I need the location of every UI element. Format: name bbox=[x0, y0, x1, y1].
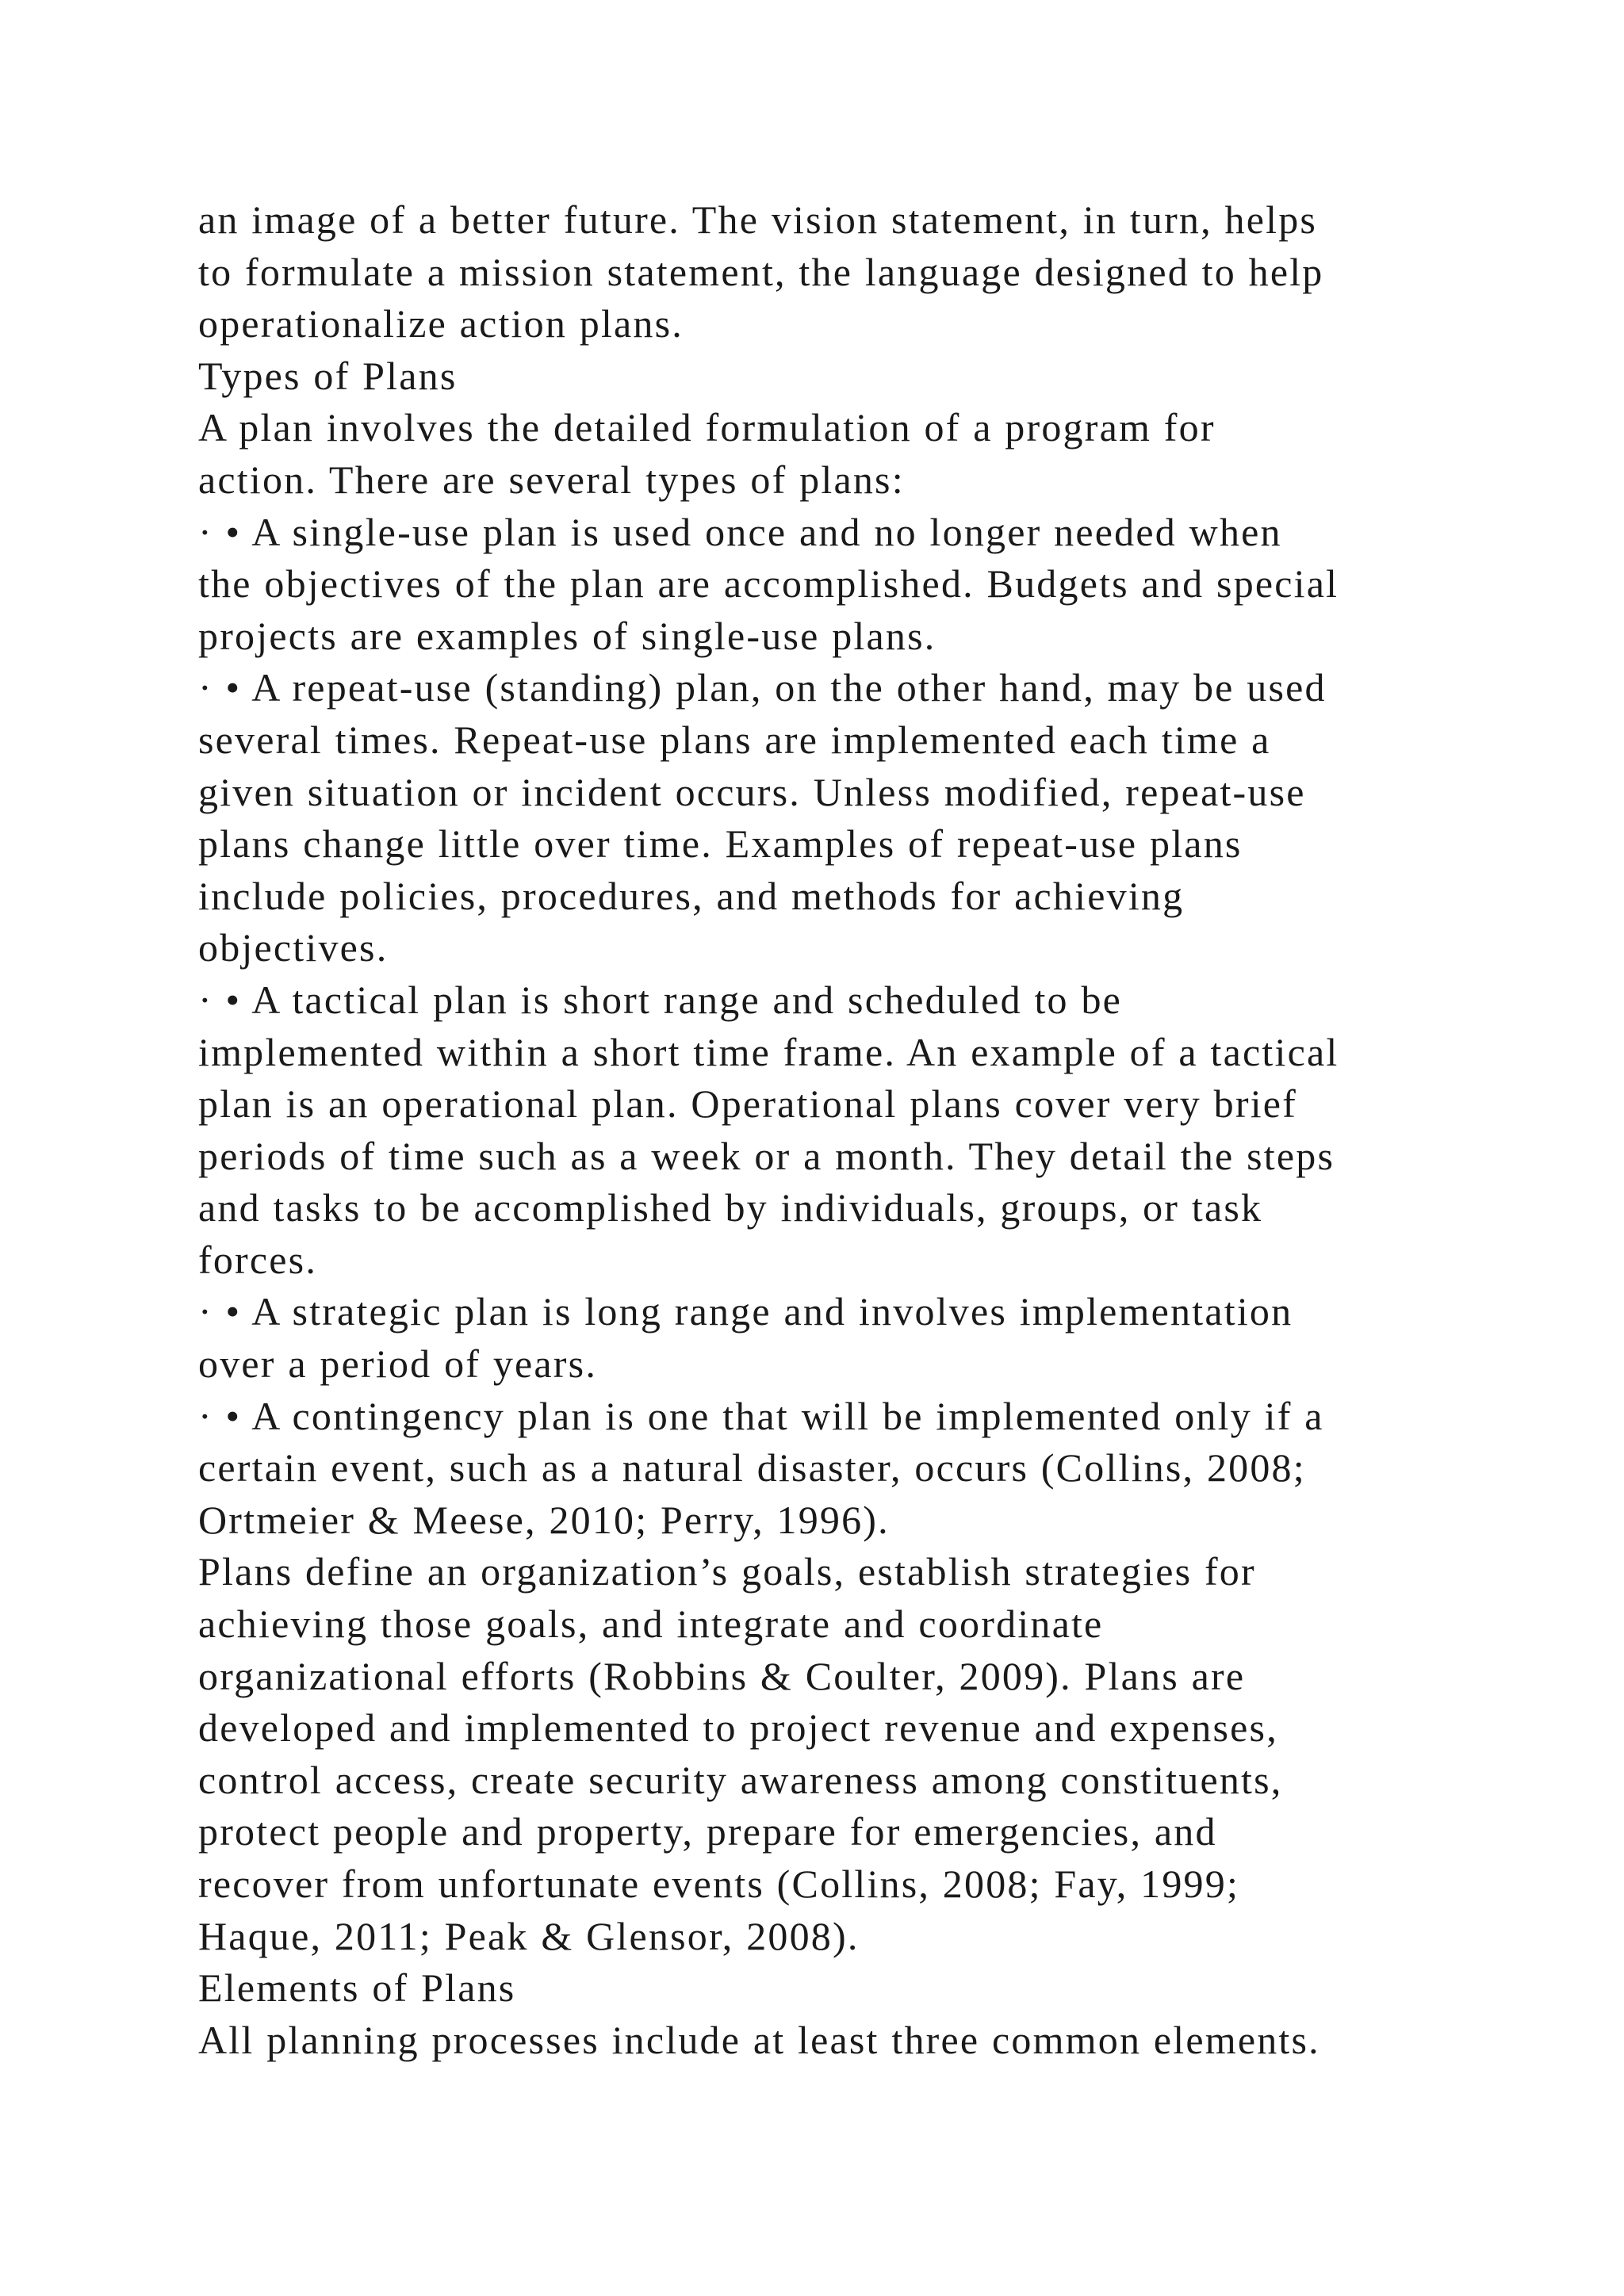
bullet-item-strategic-plan: · • A strategic plan is long range and involves implementation bbox=[198, 1289, 1293, 1334]
text-line: forces. bbox=[198, 1237, 318, 1282]
text-line: implemented within a short time frame. An example of a tactical bbox=[198, 1029, 1339, 1074]
text-line: Plans define an organization’s goals, establish strategies for bbox=[198, 1549, 1256, 1594]
text-line: action. There are several types of plans: bbox=[198, 457, 905, 502]
text-line: periods of time such as a week or a month. They detail the steps bbox=[198, 1133, 1335, 1178]
bullet-item-contingency-plan: · • A contingency plan is one that will be implemented only if a bbox=[198, 1393, 1324, 1438]
text-line: plans change little over time. Examples of repeat-use plans bbox=[198, 821, 1243, 867]
text-line: organizational efforts (Robbins & Coulter, 2009). Plans are bbox=[198, 1653, 1246, 1698]
section-heading-types-of-plans: Types of Plans bbox=[198, 353, 458, 398]
text-line: plan is an operational plan. Operational plans cover very brief bbox=[198, 1081, 1298, 1127]
bullet-item-single-use-plan: · • A single-use plan is used once and no longer needed when bbox=[198, 509, 1282, 554]
text-line: and tasks to be accomplished by individuals, groups, or task bbox=[198, 1185, 1263, 1230]
text-line: Haque, 2011; Peak & Glensor, 2008). bbox=[198, 1913, 860, 1958]
text-line: over a period of years. bbox=[198, 1341, 598, 1387]
text-line: given situation or incident occurs. Unless modified, repeat-use bbox=[198, 769, 1306, 814]
text-line: protect people and property, prepare for emergencies, and bbox=[198, 1809, 1217, 1854]
text-line: A plan involves the detailed formulation of a program for bbox=[198, 405, 1216, 450]
text-line: the objectives of the plan are accomplished. Budgets and special bbox=[198, 561, 1339, 607]
bullet-item-repeat-use-plan: · • A repeat-use (standing) plan, on the other hand, may be used bbox=[198, 665, 1327, 710]
text-line: certain event, such as a natural disaster, occurs (Collins, 2008; bbox=[198, 1445, 1306, 1490]
text-line: to formulate a mission statement, the language designed to help bbox=[198, 249, 1324, 294]
text-line: recover from unfortunate events (Collins, 2008; Fay, 1999; bbox=[198, 1862, 1240, 1906]
text-line: include policies, procedures, and methods for achieving bbox=[198, 873, 1185, 918]
bullet-item-tactical-plan: · • A tactical plan is short range and scheduled to be bbox=[198, 977, 1123, 1022]
text-line: an image of a better future. The vision statement, in turn, helps bbox=[198, 197, 1318, 242]
text-line: several times. Repeat-use plans are implemented each time a bbox=[198, 717, 1271, 762]
text-line: Ortmeier & Meese, 2010; Perry, 1996). bbox=[198, 1497, 890, 1542]
text-line: All planning processes include at least three common elements. bbox=[198, 2017, 1320, 2062]
text-line: objectives. bbox=[198, 925, 389, 970]
section-heading-elements-of-plans: Elements of Plans bbox=[198, 1965, 516, 2011]
text-line: projects are examples of single-use plans. bbox=[198, 613, 936, 658]
text-line: operationalize action plans. bbox=[198, 301, 684, 346]
text-line: developed and implemented to project revenue and expenses, bbox=[198, 1705, 1278, 1751]
document-body bbox=[198, 194, 1507, 2066]
text-line: control access, create security awareness among constituents, bbox=[198, 1757, 1283, 1802]
text-line: achieving those goals, and integrate and coordinate bbox=[198, 1601, 1104, 1647]
